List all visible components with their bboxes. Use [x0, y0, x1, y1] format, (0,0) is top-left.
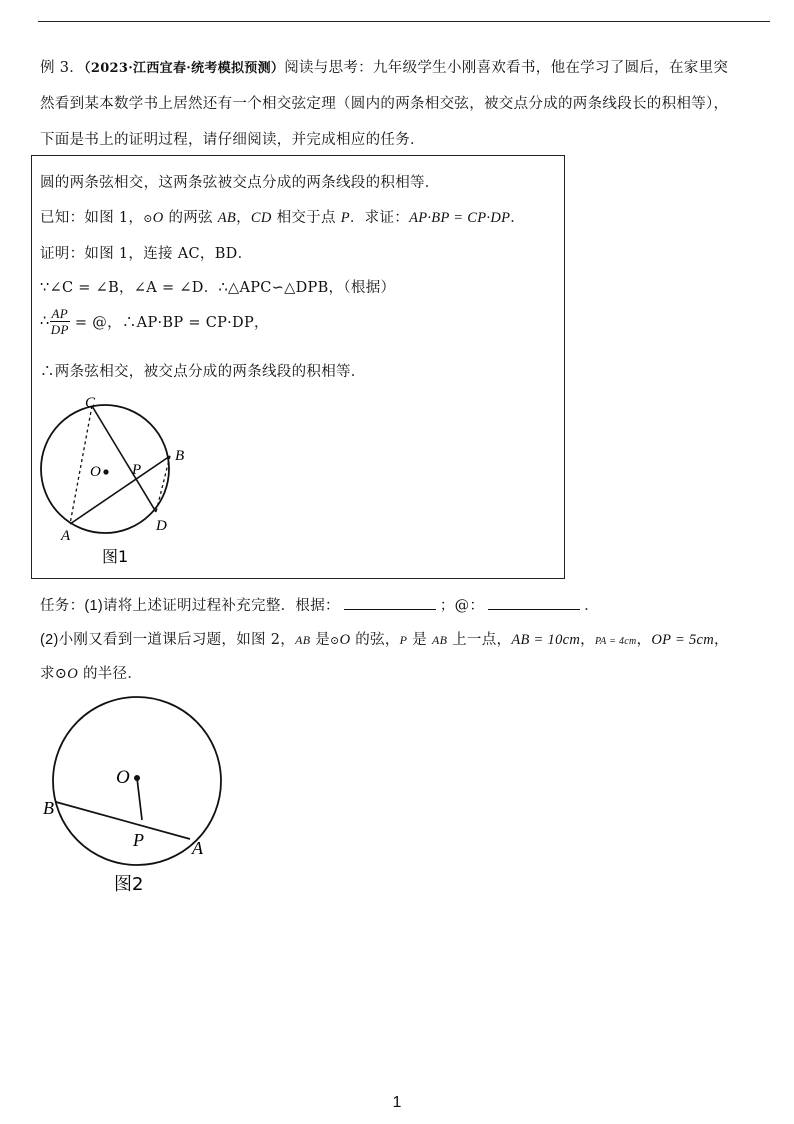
- known-o: O: [152, 210, 164, 226]
- proof-line-2: ∵∠C = ∠B，∠A = ∠D．∴△APC∽△DPB，（根据）: [40, 280, 396, 296]
- task-2-ab-2: AB: [431, 633, 448, 647]
- task-2-text-c: 的弦，: [350, 632, 400, 648]
- known-line: [40, 206, 525, 227]
- figure-2: [36, 694, 236, 904]
- label-p: P: [132, 462, 142, 478]
- label-b: B: [175, 448, 185, 464]
- intro-line-1: [40, 56, 728, 77]
- page-number: 1: [392, 1094, 402, 1111]
- label-o-fig2: O: [116, 767, 130, 788]
- fraction-ap-dp: [50, 307, 70, 336]
- proof-line-3-tail: = @，∴AP·BP = CP·DP，: [70, 315, 269, 331]
- known-mid3: ．求证：: [349, 210, 410, 226]
- known-cd: CD: [250, 210, 272, 226]
- intro-text-1: 阅读与思考：九年级学生小刚喜欢看书，他在学习了圆后，在家里突: [284, 60, 729, 76]
- example-label: 例 3．: [40, 60, 85, 76]
- therefore-symbol: ∴: [40, 313, 50, 330]
- task-1-mid: ；@：: [439, 598, 485, 614]
- proof-line-4: ∴两条弦相交，被交点分成的两条线段的积相等．: [40, 364, 366, 380]
- task-3-o: O: [67, 666, 79, 682]
- task-line-3: [40, 662, 142, 683]
- figure-1: [30, 388, 210, 578]
- top-rule: [38, 21, 770, 22]
- task-2-ab: AB: [295, 633, 311, 647]
- segment-ac: [70, 406, 92, 524]
- known-prefix: 已知：如图 1，: [40, 210, 144, 226]
- label-d: D: [156, 518, 167, 534]
- task-1-number: (1): [84, 598, 104, 614]
- task-2-number: (2): [40, 632, 59, 648]
- fraction-numerator: AP: [51, 306, 69, 321]
- intro-line-3: 下面是书上的证明过程，请仔细阅读，并完成相应的任务．: [40, 132, 425, 148]
- task-2-circle-symbol: ⊙: [330, 634, 340, 647]
- proof-line-1: 证明：如图 1，连接 AC，BD．: [40, 246, 253, 262]
- chord-ab: [70, 456, 170, 524]
- proof-line-3: [40, 307, 269, 336]
- known-comma: ，: [236, 210, 251, 226]
- known-end: ．: [510, 210, 526, 226]
- task-2-eq-pa: PA = 4cm: [594, 636, 637, 647]
- task-2-text-d: 是: [407, 632, 432, 648]
- label-c: C: [85, 395, 96, 411]
- label-b-fig2: B: [43, 798, 54, 818]
- caption-figure-2: 图2: [114, 874, 144, 895]
- source-tag: （2023·江西宜春·统考模拟预测）: [84, 61, 285, 76]
- chord-cd: [92, 406, 156, 512]
- center-point-o: [103, 469, 108, 474]
- task-2-end: ，: [714, 632, 729, 648]
- segment-op: [137, 778, 142, 820]
- center-point-o-fig2: [134, 775, 140, 781]
- task-2-text-a: 小刚又看到一道课后习题，如图 2，: [58, 632, 296, 648]
- theorem-statement: 圆的两条弦相交，这两条弦被交点分成的两条线段的积相等．: [40, 175, 440, 191]
- label-a: A: [61, 528, 71, 544]
- task-prefix: 任务：: [40, 598, 85, 614]
- task-2-sep-1: ，: [580, 632, 595, 648]
- known-p: P: [340, 210, 350, 226]
- task-line-1: [40, 594, 599, 615]
- task-1-text: 请将上述证明过程补充完整．根据：: [103, 598, 340, 614]
- task-2-text-b: 是: [310, 632, 331, 648]
- task-2-eq-ab: AB = 10cm: [511, 632, 581, 648]
- task-2-text-e: 上一点，: [447, 632, 512, 648]
- label-a-fig2: A: [192, 838, 203, 858]
- intro-line-2: 然看到某本数学书上居然还有一个相交弦定理（圆内的两条相交弦，被交点分成的两条线段长的积相等），: [40, 96, 729, 112]
- known-mid2: 相交于点: [271, 210, 341, 226]
- task-3-end: 的半径．: [78, 666, 143, 682]
- answer-blank-basis[interactable]: [344, 597, 436, 610]
- task-3-text: 求⊙: [40, 666, 68, 682]
- circle-symbol: ⊙: [143, 212, 153, 225]
- fraction-denominator: DP: [50, 322, 69, 337]
- task-1-end: ．: [584, 598, 600, 614]
- answer-blank-at[interactable]: [488, 597, 580, 610]
- task-2-sep-2: ，: [636, 632, 652, 648]
- chord-ab-fig2: [56, 802, 190, 839]
- task-2-o: O: [339, 632, 351, 648]
- task-2-p: P: [399, 633, 408, 647]
- label-o: O: [90, 464, 101, 480]
- label-p-fig2: P: [133, 830, 144, 850]
- caption-figure-1: 图1: [102, 547, 129, 566]
- task-line-2: [40, 628, 729, 649]
- known-goal: AP·BP = CP·DP: [409, 210, 511, 226]
- known-ab: AB: [217, 210, 237, 226]
- task-2-eq-op: OP = 5cm: [651, 632, 715, 648]
- known-mid: 的两弦: [163, 210, 218, 226]
